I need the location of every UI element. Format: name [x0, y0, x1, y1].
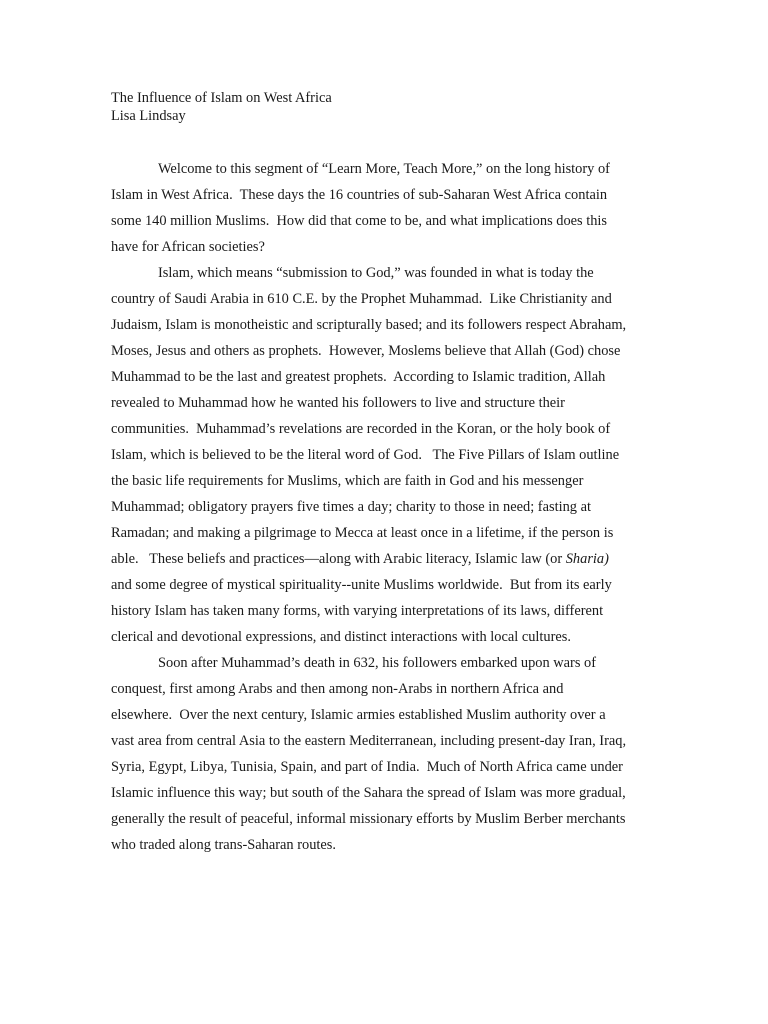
document-body: [111, 156, 671, 858]
document-title: The Influence of Islam on West Africa: [111, 90, 332, 106]
paragraph-3-line: elsewhere. Over the next century, Islamic armies established Muslim authority over a: [111, 707, 606, 723]
italic-term-sharia: Sharia): [565, 551, 609, 567]
text-line: Islam, which means “submission to God,” was founded in what is today the: [158, 265, 594, 281]
paragraph-2-line: history Islam has taken many forms, with varying interpretations of its laws, different: [111, 603, 604, 619]
paragraph-1-line: have for African societies?: [111, 239, 265, 255]
paragraph-2-line: the basic life requirements for Muslims, which are faith in God and his messenger: [111, 473, 584, 489]
text-line: Soon after Muhammad’s death in 632, his followers embarked upon wars of: [158, 655, 597, 671]
paragraph-1-line: some 140 million Muslims. How did that come to be, and what implications does this: [111, 213, 608, 229]
paragraph-2-line: [111, 546, 671, 572]
paragraph-2-line: Moses, Jesus and others as prophets. However, Moslems believe that Allah (God) chose: [111, 343, 621, 359]
paragraph-2-line: revealed to Muhammad how he wanted his followers to live and structure their: [111, 395, 565, 411]
paragraph-3-line: conquest, first among Arabs and then among non-Arabs in northern Africa and: [111, 681, 564, 697]
document-author: Lisa Lindsay: [111, 108, 186, 124]
paragraph-2-line: and some degree of mystical spirituality--unite Muslims worldwide. But from its early: [111, 577, 612, 593]
text-segment: able. These beliefs and practices—along with Arabic literacy, Islamic law (or: [111, 551, 566, 567]
paragraph-2-line: Muhammad to be the last and greatest prophets. According to Islamic tradition, Allah: [111, 369, 606, 385]
paragraph-3-line: Syria, Egypt, Libya, Tunisia, Spain, and part of India. Much of North Africa came under: [111, 759, 623, 775]
document-header: [111, 89, 671, 125]
paragraph-2-line: clerical and devotional expressions, and distinct interactions with local cultures.: [111, 629, 571, 645]
paragraph-3-line: vast area from central Asia to the eastern Mediterranean, including present-day Iran, Iraq,: [111, 733, 627, 749]
paragraph-2-line: Ramadan; and making a pilgrimage to Mecca at least once in a lifetime, if the person is: [111, 525, 614, 541]
paragraph-2-line: communities. Muhammad’s revelations are recorded in the Koran, or the holy book of: [111, 421, 611, 437]
paragraph-2-line: Muhammad; obligatory prayers five times a day; charity to those in need; fasting at: [111, 499, 591, 515]
paragraph-2-line: country of Saudi Arabia in 610 C.E. by the Prophet Muhammad. Like Christianity and: [111, 291, 612, 307]
paragraph-3-line: [111, 650, 671, 676]
paragraph-1-line: Islam in West Africa. These days the 16 countries of sub-Saharan West Africa contain: [111, 187, 608, 203]
paragraph-2-line: [111, 260, 671, 286]
paragraph-2-line: Judaism, Islam is monotheistic and scripturally based; and its followers respect Abraham,: [111, 317, 627, 333]
paragraph-3-line: who traded along trans-Saharan routes.: [111, 837, 336, 853]
paragraph-3-line: generally the result of peaceful, informal missionary efforts by Muslim Berber merchants: [111, 811, 626, 827]
text-line: Welcome to this segment of “Learn More, Teach More,” on the long history of: [158, 161, 610, 177]
paragraph-3-line: Islamic influence this way; but south of the Sahara the spread of Islam was more gradual,: [111, 785, 626, 801]
paragraph-2-line: Islam, which is believed to be the literal word of God. The Five Pillars of Islam outline: [111, 447, 620, 463]
paragraph-1-line: [111, 156, 671, 182]
